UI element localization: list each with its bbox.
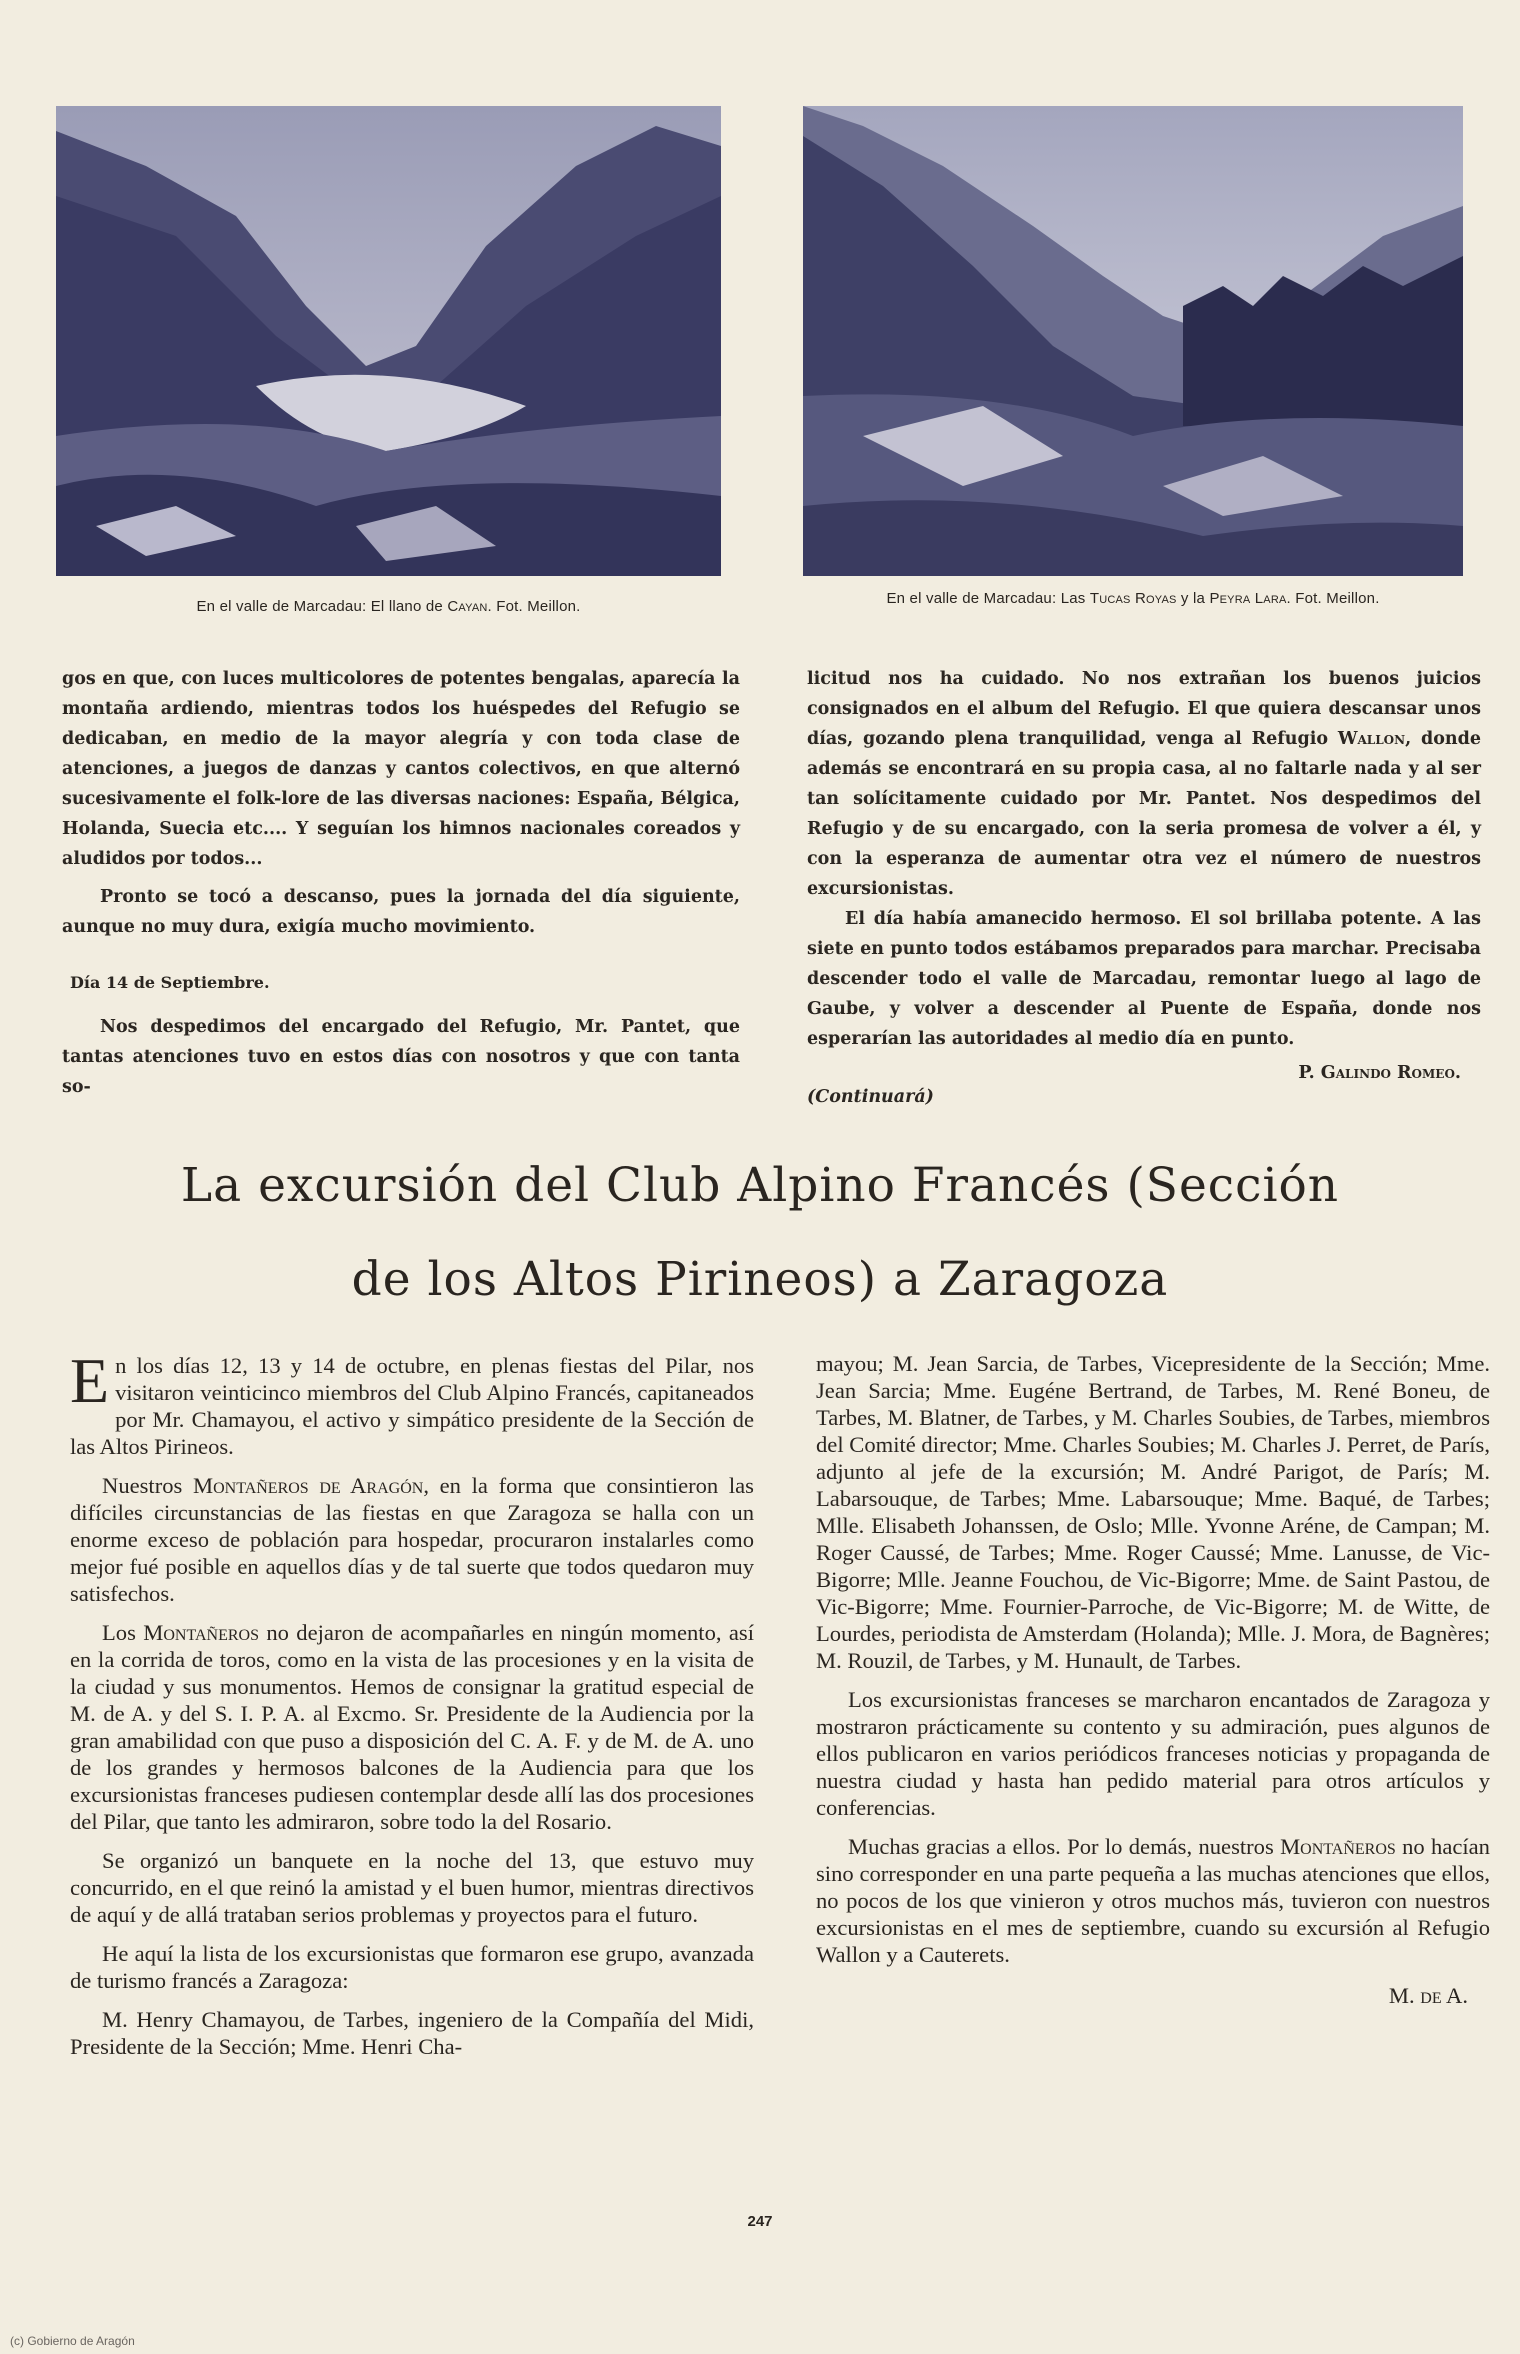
paragraph: mayou; M. Jean Sarcia, de Tarbes, Vicepresidente de la Sección; Mme. Jean Sarcia; Mme. Eugéne Bertrand, de Tarbes, M. René Boneu, de Tarbes, M. Blatner, de Tarbes, y M. Charles Soubies, de Tarbes, miembros del Comité director; Mme. Charles Soubies; M. Charles J. Perret, de París, adjunto al jefe de la excursión; M. André Parigot, de París; M. Labarsouque, de Tarbes; Mme. Labarsouque; Mme. Baqué, de Tarbes; Mlle. Elisabeth Johanssen, de Oslo; Mlle. Yvonne Aréne, de Campan; M. Roger Caussé, de Tarbes; Mme. Roger Caussé; Mme. Lanusse, de Vic-Bigorre; Mlle. Jeanne Fouchou, de Vic-Bigorre; Mme. de Saint Pastou, de Vic-Bigorre; Mme. Fournier-Parroche, de Vic-Bigorre; M. de Witte, de Lourdes, periodista de Amsterdam (Holanda); Mlle. J. Mora, de Bagnères; M. Rouzil, de Tarbes, y M. Hunault, de Tarbes. [816,1351,1490,1673]
paragraph: Nuestros Montañeros de Aragón, en la forma que consintieron las difíciles circunstancias de las fiestas en que Zaragoza se halla con un enorme exceso de población para hospedar, procuraron instalarles como mejor fué posible en aquellos días y de tal suerte que todos quedaron muy satisfechos. [70,1473,754,1606]
photo-caption-right: En el valle de Marcadau: Las Tucas Royas y la Peyra Lara. Fot. Meillon. [886,590,1380,607]
article-title-line-1: La excursión del Club Alpino Francés (Sección [180,1158,1340,1213]
paragraph: En los días 12, 13 y 14 de octubre, en plenas fiestas del Pilar, nos visitaron veinticinco miembros del Club Alpino Francés, capitaneados por Mr. Chamayou, el activo y simpático presidente de la Sección de las Altos Pirineos. [70,1345,754,1459]
photo-caption-left: En el valle de Marcadau: El llano de Cayan. Fot. Meillon. [196,598,581,615]
author-signature: M. de A. [1388,1983,1468,2008]
upper-article-left-column [62,664,740,1102]
paragraph: Los Montañeros no dejaron de acompañarles en ningún momento, así en la corrida de toros, como en la vista de las procesiones y en la visita de la ciudad y sus monumentos. Hemos de consignar la gratitud especial de M. de A. y del S. I. P. A. al Excmo. Sr. Presidente de la Audiencia por la gran amabilidad con que puso a disposición del C. A. F. y de M. de A. uno de los grandes y hermosos balcones de la Audiencia para que los excursionistas franceses pudiesen contemplar desde allí las dos procesiones del Pilar, que tanto les admiraron, sobre todo la del Rosario. [70,1620,754,1834]
article-title-line-2: de los Altos Pirineos) a Zaragoza [351,1252,1169,1307]
author-signature: P. Galindo Romeo. [1298,1063,1461,1083]
lower-article-right-column [816,1350,1490,2021]
paragraph: Se organizó un banquete en la noche del 13, que estuvo muy concurrido, en el que reinó la amistad y el buen humor, mientras directivos de aquí y de allá trataban serios problemas y proyectos para el futuro. [70,1848,754,1927]
photo-valley-llano-cayan [56,106,721,576]
continued-note: (Continuará) [807,1087,934,1107]
paragraph: gos en que, con luces multicolores de potentes bengalas, aparecía la montaña ardiendo, mientras todos los huéspedes del Refugio se dedicaban, en medio de la mayor alegría y con toda clase de atenciones, a juegos de danzas y cantos colectivos, en que alternó sucesivamente el folk-lore de las diversas naciones: España, Bélgica, Holanda, Suecia etc.... Y seguían los himnos nacionales coreados y aludidos por todos... [62,669,740,869]
lower-article-left-column [70,1345,754,2072]
photo-valley-tucas-royas [803,106,1463,576]
paragraph: licitud nos ha cuidado. No nos extrañan los buenos juicios consignados en el album del Refugio. El que quiera descansar unos días, gozando plena tranquilidad, venga al Refugio Wallon, donde además se encontrará en su propia casa, al no faltarle nada y al ser tan solícitamente cuidado por Mr. Pantet. Nos despedimos del Refugio y de su encargado, con la seria promesa de volver a él, y con la esperanza de aumentar otra vez el número de nuestros excursionistas. [807,669,1481,899]
upper-article-right-column [807,664,1481,1112]
caption-place-name: Cayan [447,598,488,615]
paragraph: El día había amanecido hermoso. El sol brillaba potente. A las siete en punto todos estábamos preparados para marchar. Precisaba descender todo el valle de Marcadau, remontar luego al lago de Gaube, y volver a descender al Puente de España, donde nos esperarían las autoridades al medio día en punto. [807,909,1481,1049]
paragraph: He aquí la lista de los excursionistas que formaron ese grupo, avanzada de turismo francés a Zaragoza: [70,1941,754,1993]
paragraph: Los excursionistas franceses se marcharon encantados de Zaragoza y mostraron prácticamente su contento y su admiración, pues algunos de ellos publicaron en varios periódicos franceses noticias y propaganda de nuestra ciudad y hasta han pedido material para otros artículos y conferencias. [816,1687,1490,1820]
paragraph: Muchas gracias a ellos. Por lo demás, nuestros Montañeros no hacían sino corresponder en una parte pequeña a las muchas atenciones que ellos, no pocos de los que vinieron y otros muchos más, tuvieron con nuestros excursionistas en el mes de septiembre, cuando su excursión al Refugio Wallon y a Cauterets. [816,1834,1490,1967]
copyright-notice: (c) Gobierno de Aragón [10,2334,135,2348]
section-heading: Día 14 de Septiembre. [70,973,270,992]
paragraph: M. Henry Chamayou, de Tarbes, ingeniero de la Compañía del Midi, Presidente de la Sección; Mme. Henri Cha- [70,2007,754,2059]
paragraph: Nos despedimos del encargado del Refugio, Mr. Pantet, que tantas atenciones tuvo en estos días con nosotros y que con tanta so- [62,1017,740,1097]
paragraph: Pronto se tocó a descanso, pues la jornada del día siguiente, aunque no muy dura, exigía mucho movimiento. [62,887,740,937]
drop-cap: E [70,1345,110,1416]
page-number: 247 [747,2213,773,2230]
